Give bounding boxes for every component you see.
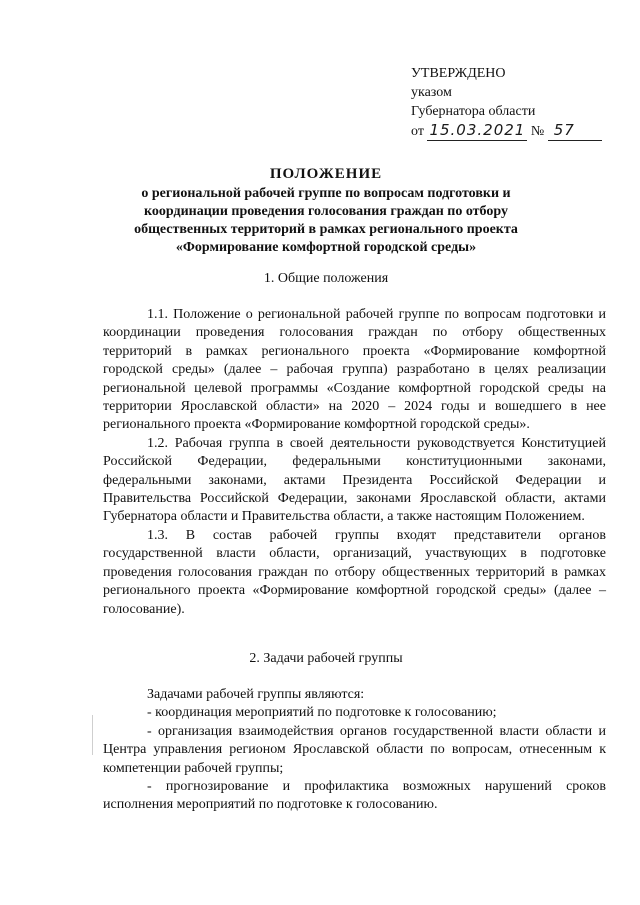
paragraph-1-1: 1.1. Положение о региональной рабочей группе по вопросам подготовки и координации проведения голосования граждан по отбору общественных территорий в рамках регионального проекта «Формирование комфортной городской среды» (далее – рабочая группа) разработано в целях реализации региональной целевой программы «Создание комфортной городской среды на территории Ярославской области» на 2020 – 2024 годы и вошедшего в нее регионального проекта «Формирование комфортной городской среды». [103,307,606,433]
approval-date: 15.03.2021 [429,121,526,139]
task-item: - координация мероприятий по подготовке к голосованию; [147,705,497,721]
section2-body [103,686,606,815]
approval-by: указом [411,85,452,100]
task-item: - организация взаимодействия органов государственной власти области и Центра управления регионом Ярославской области по вопросам, отнесенным к компетенции рабочей группы; [103,723,606,776]
paragraph-1-2: 1.2. Рабочая группа в своей деятельности руководствуется Конституцией Российской Федерации, федеральными конституционными законами, федеральными законами, актами Президента Российской Федерации и Правительства Российской Федерации, законами Ярославской области, актами Губернатора области и Правительства области, а также настоящим Положением. [103,435,606,525]
approval-stamp [411,64,602,141]
document-title [98,165,554,257]
approval-number: 57 [548,121,602,141]
paragraph-1-3: 1.3. В состав рабочей группы входят представители органов государственной власти области, организаций, участвующих в подготовке проведения голосования граждан по отбору общественных территорий в рамках регионального проекта «Формирование комфортной городской среды» (далее – голосование). [103,527,606,617]
section1-heading: 1. Общие положения [263,271,389,286]
number-prefix: № [530,124,545,139]
approval-authority: Губернатора области [411,104,536,119]
approval-approved: УТВЕРЖДЕНО [411,66,506,81]
task-item: - прогнозирование и профилактика возможных нарушений сроков исполнения мероприятий по подготовке к голосованию. [103,779,606,813]
section2-intro: Задачами рабочей группы являются: [147,687,365,702]
section2-heading: 2. Задачи рабочей группы [249,651,403,666]
title-main: ПОЛОЖЕНИЕ [269,166,383,182]
date-prefix: от [411,124,424,139]
scan-margin-mark [92,715,93,755]
approval-date-line [411,121,602,141]
section1-body [103,306,606,619]
title-subtitle: о региональной рабочей группе по вопросам подготовки и координации проведения голосования граждан по отбору общественных территорий в рамках регионального проекта «Формирование комфортной городской среды» [134,186,518,255]
